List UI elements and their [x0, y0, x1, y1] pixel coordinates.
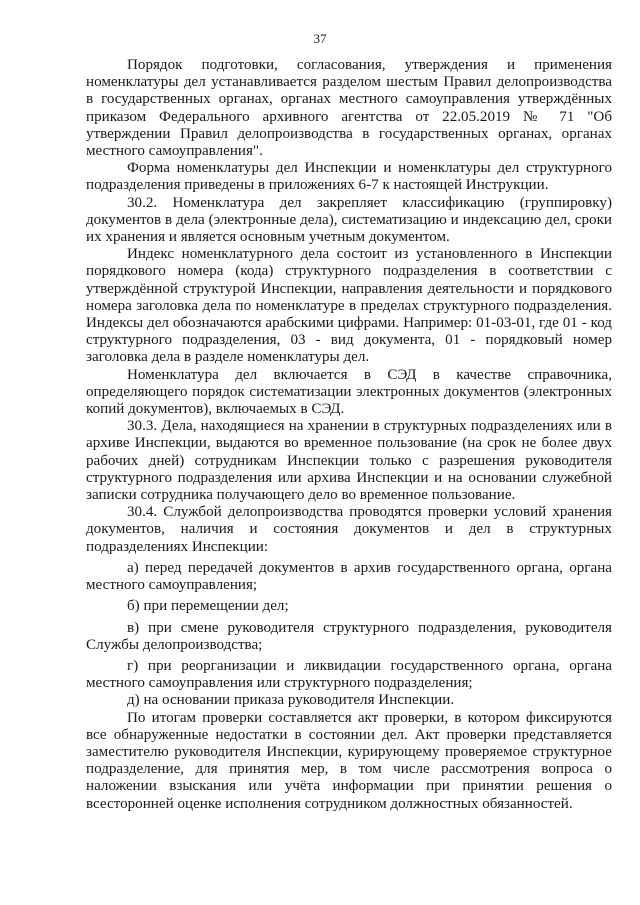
page-number: 37: [313, 31, 327, 46]
paragraph-inspection-act: По итогам проверки составляется акт проверки, в котором фиксируются все обнаруженные недостатки в состоянии дел. Акт проверки представляется заместителю руководителя Инспекции, курирующему проверяемое структурное подразделение, для принятия мер, в том числе рассмотрения вопроса о наложении взыскания или учёта информации при принятии решения о всесторонней оценке исполнения сотрудником должностных обязанностей.: [86, 709, 612, 812]
paragraph-nomenclature-forms: Форма номенклатуры дел Инспекции и номенклатуры дел структурного подразделения приведены в приложениях 6-7 к настоящей Инструкции.: [86, 160, 612, 194]
list-item-v: в) при смене руководителя структурного подразделения, руководителя Службы делопроизводства;: [86, 619, 612, 653]
paragraph-sed-reference: Номенклатура дел включается в СЭД в качестве справочника, определяющего порядок систематизации электронных документов (электронных копий документов), включаемых в СЭД.: [86, 366, 612, 418]
list-item-d: д) на основании приказа руководителя Инспекции.: [127, 692, 455, 709]
paragraph-30-2: 30.2. Номенклатура дел закрепляет классификацию (группировку) документов в дела (электронные дела), систематизацию и индексацию дел, сроки их хранения и является основным учетным документом.: [86, 194, 612, 246]
list-item-b: б) при перемещении дел;: [127, 598, 289, 615]
list-item-a: а) перед передачей документов в архив государственного органа, органа местного самоуправления;: [86, 559, 612, 594]
document-body: [86, 57, 612, 813]
list-item-g: г) при реорганизации и ликвидации государственного органа, органа местного самоуправления или структурного подразделения;: [86, 657, 612, 692]
paragraph-30-3: 30.3. Дела, находящиеся на хранении в структурных подразделениях или в архиве Инспекции, выдаются во временное пользование (на срок не более двух рабочих дней) сотрудникам Инспекции только с разрешения руководителя структурного подразделения или архива Инспекции и на основании служебной записки сотрудника получающего дело во временное пользование.: [86, 418, 612, 504]
paragraph-index-structure: Индекс номенклатурного дела состоит из установленного в Инспекции порядкового номера (кода) структурного подразделения в соответствии с утверждённой структурой Инспекции, направления деятельности и порядкового номера заголовка дела по номенклатуре в пределах структурного подразделения. Индексы дел обозначаются арабскими цифрами. Например: 01-03-01, где 01 - код структурного подразделения, 03 - вид документа, 01 - порядковый номер заголовка дела в разделе номенклатуры дел.: [86, 246, 612, 366]
paragraph-nomenclature-procedure: Порядок подготовки, согласования, утверждения и применения номенклатуры дел устанавливается разделом шестым Правил делопроизводства в государственных органах, органах местного самоуправления утверждённых приказом Федерального архивного агентства от 22.05.2019 № 71 "Об утверждении Правил делопроизводства в государственных органах, органах местного самоуправления".: [86, 57, 612, 160]
paragraph-30-4: 30.4. Службой делопроизводства проводятся проверки условий хранения документов, наличия и состояния документов и дел в структурных подразделениях Инспекции:: [86, 504, 612, 555]
